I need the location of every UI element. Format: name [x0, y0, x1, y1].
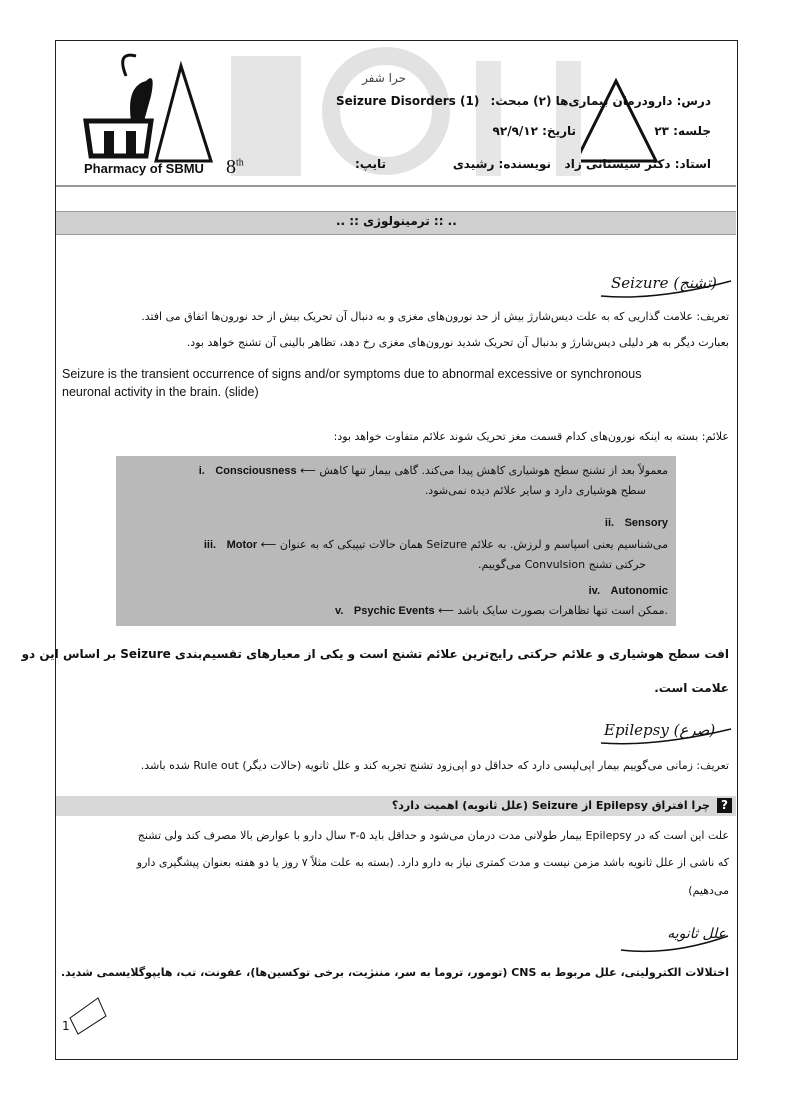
sign-number: i.	[198, 465, 205, 477]
page-number: 1	[62, 1019, 70, 1033]
sign-desc: معمولاً بعد از تشنج سطح هوشیاری کاهش پیدا می‌کند. گاهی بیمار تنها کاهش	[319, 464, 668, 477]
epilepsy-heading: Epilepsy (صرع)	[604, 721, 716, 739]
terminology-title: .. :: ترمینولوژی :: ..	[336, 214, 457, 228]
sign-desc-cont: حرکتی تشنج Convulsion می‌گوییم.	[478, 558, 646, 571]
sign-item-motor: iii. Motor ⟵ همان حالات تیپیکی که به عنوان Seizure می‌شناسیم یعنی اسپاسم و لرزش. به علائم	[203, 538, 668, 551]
document-page	[21, 40, 738, 1060]
sign-item-psychic: v. Psychic Events ⟵ ممکن است تنها تظاهرات بصورت سایک باشد.	[335, 604, 668, 617]
sign-item-sensory	[605, 514, 668, 532]
answer-line3: می‌دهیم)	[688, 884, 729, 897]
seizure-definition-line1: تعریف: علامت گذاریی که به علت دیس‌شارژ بیش از حد نورون‌های مغزی و به دنبال آن تحریک بیش از حد نورون‌ها اتفاق می افتد.	[141, 310, 729, 323]
seizure-heading: Seizure (تشنج)	[611, 274, 717, 292]
epilepsy-definition: تعریف: زمانی می‌گوییم بیمار اپی‌لپسی دارد که حداقل دو اپی‌زود تشنج تجربه کند و علل ثانویه (حالات دیگر) Rule out شده باشد.	[140, 759, 729, 772]
signs-list-box	[116, 456, 676, 626]
sign-term: Sensory	[624, 517, 668, 529]
sign-desc: همان حالات تیپیکی که به عنوان Seizure می‌شناسیم یعنی اسپاسم و لرزش. به علائم	[279, 538, 668, 551]
sign-desc-cont: سطح هوشیاری دارد و سایر علائم دیده نمی‌شود.	[424, 484, 646, 497]
author-line: نویسنده: رشیدی	[452, 157, 551, 171]
sign-number: v.	[335, 605, 344, 617]
seizure-definition-line2: بعبارت دیگر به هر دلیلی دیس‌شارژ و بدنبال آن تحریک شدید نورون‌های مغزی رخ دهد، تظاهر بالینی آن تشنج خواهد بود.	[186, 336, 729, 349]
english-definition-line2: neuronal activity in the brain. (slide)	[62, 385, 259, 399]
course-line: درس: دارودرمان بیماری‌ها (۲) مبحث:	[490, 94, 711, 108]
logo-text: Pharmacy of SBMU	[84, 161, 204, 176]
document-header	[56, 41, 736, 201]
question-text: چرا افتراق Epilepsy از Seizure (علل ثانویه) اهمیت دارد؟	[391, 799, 710, 812]
heading-swoosh	[616, 926, 736, 956]
sign-number: ii.	[604, 517, 615, 529]
typist-line: تایپ:	[354, 157, 386, 171]
answer-line1: علت این است که در Epilepsy بیمار طولانی مدت درمان می‌شود و حداقل باید ۵-۳ سال دارو با عوارض بالا مصرف کند ولی تشنج	[137, 829, 729, 842]
heading-swoosh	[596, 271, 736, 301]
edition-mark	[226, 156, 244, 179]
sign-term: Psychic Events	[353, 605, 435, 617]
answer-line2: که ناشی از علل ثانویه باشد مزمن نیست و مدت کمتری نیاز به دارو دارد. (بسته به علت مثلاً ۷ روز یا دو هفته بعنوان پیشگیری دارو	[136, 856, 729, 869]
english-definition-line1: Seizure is the transient occurrence of signs and/or symptoms due to abnormal excessive or synchronous	[62, 367, 642, 381]
heading-swoosh	[596, 717, 736, 747]
page-number-diamond	[68, 996, 108, 1036]
sign-term: Autonomic	[610, 585, 668, 597]
secondary-heading: علل ثانویه	[667, 926, 726, 942]
sign-term: Consciousness	[215, 465, 297, 477]
terminology-bar	[56, 211, 736, 235]
sign-number: iii.	[203, 539, 217, 551]
question-bar	[56, 796, 736, 816]
sign-item-consciousness: i. Consciousness ⟵ معمولاً بعد از تشنج سطح هوشیاری کاهش پیدا می‌کند. گاهی بیمار تنها کاهش	[198, 464, 668, 477]
sign-term: Motor	[226, 539, 258, 551]
edition-number: 8	[226, 156, 236, 178]
edition-suffix: th	[236, 157, 244, 169]
header-watermark: حرا شفر	[362, 71, 406, 85]
secondary-causes: اختلالات الکترولیتی، علل مربوط به CNS (تومور، تروما به سر، مننژیت، برخی توکسین‌ها)، عفونت، تب، هایپوگلایسمی شدید.	[60, 966, 729, 979]
date-line: تاریخ: ۹۲/۹/۱۲	[492, 124, 576, 138]
sign-item-autonomic	[589, 582, 668, 600]
summary-line2: علامت است.	[654, 681, 729, 695]
teacher-line: استاد: دکتر سیستانی زاد	[564, 157, 711, 171]
signs-intro: علائم: بسته به اینکه نورون‌های کدام قسمت مغز تحریک شوند علائم متفاوت خواهد بود:	[333, 430, 729, 443]
question-icon: ?	[717, 798, 732, 813]
session-line: جلسه: ۲۳	[654, 124, 711, 138]
sign-desc: ممکن است تنها تظاهرات بصورت سایک باشد.	[457, 604, 668, 617]
sign-number: iv.	[588, 585, 601, 597]
header-decoration	[56, 41, 736, 201]
summary-line1: افت سطح هوشیاری و علائم حرکتی رایج‌ترین علائم تشنج است و یکی از معیارهای تقسیم‌بندی Seizure بر اساس این دو	[21, 647, 729, 661]
topic-title: Seizure Disorders (1)	[336, 94, 480, 108]
